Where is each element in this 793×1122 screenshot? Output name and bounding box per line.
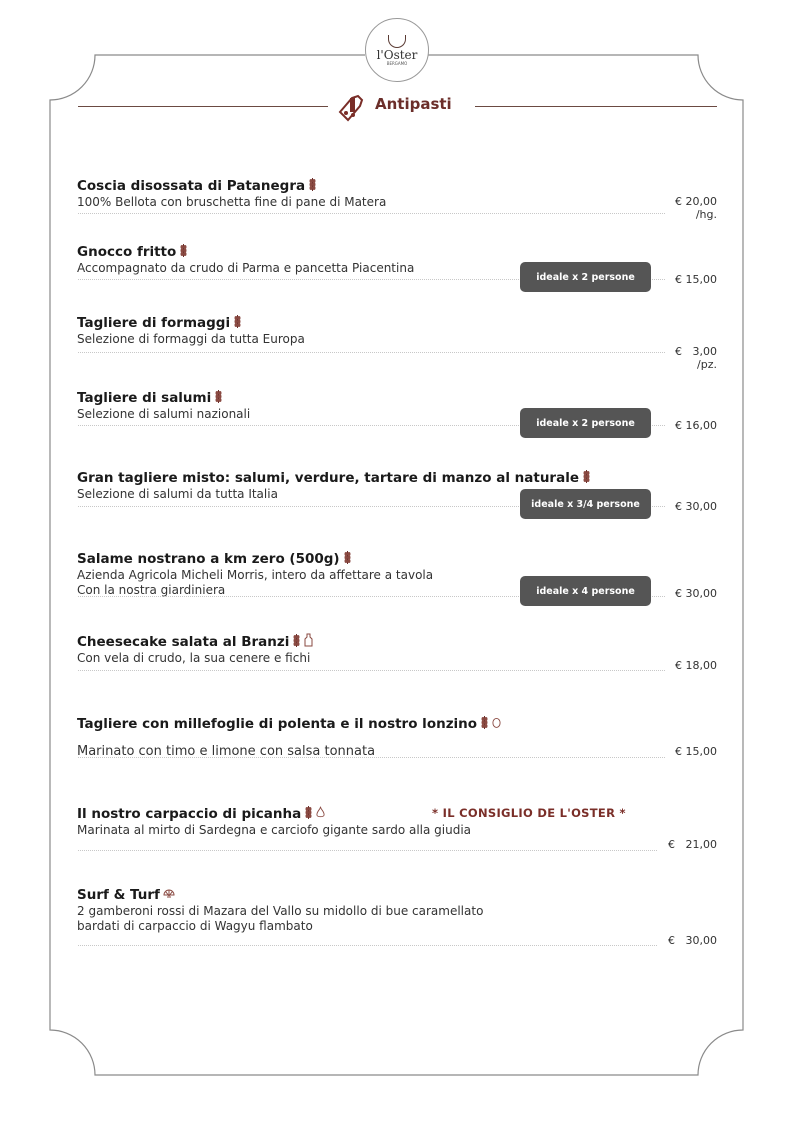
menu-item-title-row <box>77 469 717 487</box>
menu-item-price: € 16,00 <box>675 419 717 432</box>
garlic-allergen-icon <box>316 805 325 823</box>
wheat-allergen-icon <box>582 469 591 487</box>
wheat-allergen-icon <box>308 177 317 195</box>
dotted-leader <box>78 757 665 758</box>
menu-item-price: € 30,00 <box>675 500 717 513</box>
menu-item-title-row <box>77 389 717 407</box>
wheat-allergen-icon <box>480 715 489 733</box>
menu-item-description: Marinata al mirto di Sardegna e carciofo gigante sardo alla giudia <box>77 823 472 837</box>
menu-item-price: € 20,00 /hg. <box>675 195 717 221</box>
cutting-board-icon <box>336 92 370 122</box>
menu-item-title-row <box>77 177 717 195</box>
section-header <box>0 92 793 122</box>
serving-size-badge: ideale x 3/4 persone <box>520 489 651 519</box>
section-title: Antipasti <box>375 95 452 113</box>
menu-item-price: € 15,00 <box>675 273 717 286</box>
menu-item-title: Tagliere con millefoglie di polenta e il nostro lonzino <box>77 716 478 732</box>
logo-name: l'Oster <box>376 47 418 62</box>
menu-item-description: 100% Bellota con bruschetta fine di pane di Matera <box>77 195 387 209</box>
menu-item-price: € 3,00 /pz. <box>675 345 717 371</box>
menu-item <box>77 314 717 347</box>
serving-size-badge: ideale x 4 persone <box>520 576 651 606</box>
wheat-allergen-icon <box>179 243 188 261</box>
egg-allergen-icon <box>492 715 501 733</box>
dotted-leader <box>78 352 665 353</box>
menu-item-price: € 18,00 <box>675 659 717 672</box>
wine-glass-icon <box>388 35 406 48</box>
wheat-allergen-icon <box>343 550 352 568</box>
menu-item <box>77 177 717 210</box>
menu-item <box>77 715 717 759</box>
menu-item-description: Con la nostra giardiniera <box>77 583 226 597</box>
divider <box>78 106 328 107</box>
menu-item-title: Coscia disossata di Patanegra <box>77 178 306 194</box>
wheat-allergen-icon <box>304 805 313 823</box>
menu-item-title: Il nostro carpaccio di picanha <box>77 806 302 822</box>
menu-item-description: 2 gamberoni rossi di Mazara del Vallo su midollo di bue caramellato <box>77 904 484 918</box>
menu-item-description: Selezione di formaggi da tutta Europa <box>77 332 305 346</box>
menu-item-title: Tagliere di salumi <box>77 390 212 406</box>
menu-item-description: Con vela di crudo, la sua cenere e fichi <box>77 651 311 665</box>
dotted-leader <box>78 945 657 946</box>
milk-allergen-icon <box>304 633 313 651</box>
menu-item-title: Cheesecake salata al Branzi <box>77 634 290 650</box>
menu-item <box>77 886 717 934</box>
menu-item-title-row <box>77 715 717 733</box>
menu-item-price: € 15,00 <box>675 745 717 758</box>
menu-item-description: Marinato con timo e limone con salsa tonnata <box>77 744 376 759</box>
menu-item-price: € 30,00 <box>668 934 717 947</box>
menu-item <box>77 805 717 838</box>
restaurant-logo <box>365 18 429 82</box>
serving-size-badge: ideale x 2 persone <box>520 262 651 292</box>
wheat-allergen-icon <box>292 633 301 651</box>
menu-item-title: Gnocco fritto <box>77 244 177 260</box>
recommendation-label: * IL CONSIGLIO DE L'OSTER * <box>432 806 626 820</box>
menu-item-description: Selezione di salumi nazionali <box>77 407 251 421</box>
wheat-allergen-icon <box>214 389 223 407</box>
menu-item-description: Azienda Agricola Micheli Morris, intero da affettare a tavola <box>77 568 434 582</box>
serving-size-badge: ideale x 2 persone <box>520 408 651 438</box>
menu-item-title-row <box>77 550 717 568</box>
menu-item-title-row <box>77 886 717 904</box>
menu-item-title-row <box>77 243 717 261</box>
menu-item-title: Tagliere di formaggi <box>77 315 231 331</box>
shellfish-allergen-icon <box>163 886 175 904</box>
divider <box>475 106 717 107</box>
menu-item <box>77 633 717 666</box>
menu-item-title: Gran tagliere misto: salumi, verdure, tartare di manzo al naturale <box>77 470 579 486</box>
logo-subtitle: BERGAMO <box>386 60 408 66</box>
wheat-allergen-icon <box>233 314 242 332</box>
menu-item-price: € 21,00 <box>668 838 717 851</box>
dotted-leader <box>78 850 657 851</box>
menu-item-title-row <box>77 805 717 823</box>
menu-item-description: bardati di carpaccio di Wagyu flambato <box>77 919 313 933</box>
menu-item-price: € 30,00 <box>675 587 717 600</box>
menu-item-description: Selezione di salumi da tutta Italia <box>77 487 278 501</box>
menu-item-title-row <box>77 314 717 332</box>
menu-item-title-row <box>77 633 717 651</box>
menu-item-description: Accompagnato da crudo di Parma e pancetta Piacentina <box>77 261 415 275</box>
dotted-leader <box>78 213 665 214</box>
menu-item-title: Salame nostrano a km zero (500g) <box>77 551 340 567</box>
dotted-leader <box>78 670 665 671</box>
menu-item-title: Surf & Turf <box>77 887 160 903</box>
